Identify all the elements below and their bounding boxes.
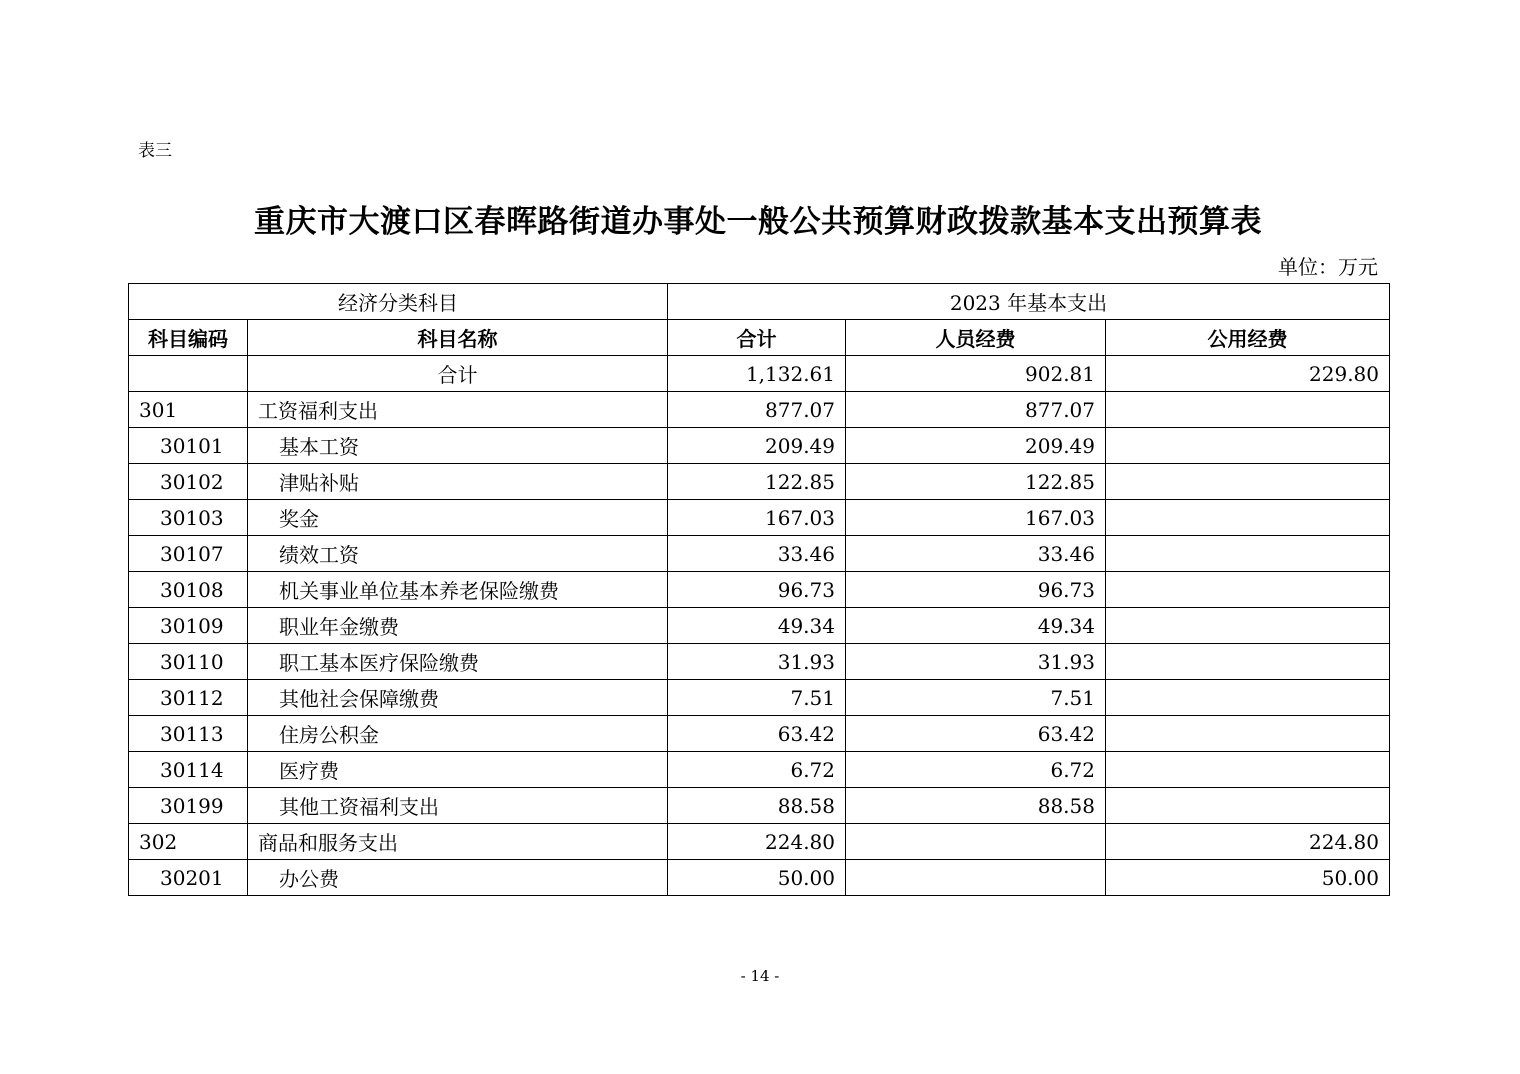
- name-cell: 职业年金缴费: [248, 608, 668, 644]
- unit-label: 单位：万元: [1278, 255, 1378, 279]
- total-cell: 33.46: [668, 536, 846, 572]
- public-cell: [1106, 752, 1390, 788]
- code-cell: 30108: [129, 572, 248, 608]
- code-cell: 30113: [129, 716, 248, 752]
- code-cell: 30199: [129, 788, 248, 824]
- total-header: 合计: [668, 320, 846, 356]
- code-cell: [129, 356, 248, 392]
- public-cell: [1106, 464, 1390, 500]
- total-cell: 209.49: [668, 428, 846, 464]
- code-cell: 30102: [129, 464, 248, 500]
- total-cell: 6.72: [668, 752, 846, 788]
- personnel-cell: 877.07: [846, 392, 1106, 428]
- table-row: [129, 392, 1390, 428]
- total-cell: 224.80: [668, 824, 846, 860]
- code-cell: 30110: [129, 644, 248, 680]
- code-cell: 30103: [129, 500, 248, 536]
- code-cell: 30107: [129, 536, 248, 572]
- table-row: [129, 536, 1390, 572]
- total-cell: 1,132.61: [668, 356, 846, 392]
- public-cell: 229.80: [1106, 356, 1390, 392]
- name-header: 科目名称: [248, 320, 668, 356]
- table-body: [129, 356, 1390, 896]
- code-header: 科目编码: [129, 320, 248, 356]
- economic-category-header: 经济分类科目: [129, 284, 668, 320]
- name-cell: 机关事业单位基本养老保险缴费: [248, 572, 668, 608]
- total-cell: 122.85: [668, 464, 846, 500]
- name-cell: 奖金: [248, 500, 668, 536]
- personnel-cell: 31.93: [846, 644, 1106, 680]
- personnel-cell: [846, 824, 1106, 860]
- personnel-cell: 33.46: [846, 536, 1106, 572]
- code-cell: 30101: [129, 428, 248, 464]
- personnel-cell: 6.72: [846, 752, 1106, 788]
- page-title: 重庆市大渡口区春晖路街道办事处一般公共预算财政拨款基本支出预算表: [254, 204, 1262, 240]
- code-cell: 30112: [129, 680, 248, 716]
- personnel-cell: 902.81: [846, 356, 1106, 392]
- name-cell: 其他社会保障缴费: [248, 680, 668, 716]
- code-cell: 30114: [129, 752, 248, 788]
- public-cell: 50.00: [1106, 860, 1390, 896]
- total-cell: 877.07: [668, 392, 846, 428]
- table-row: [129, 824, 1390, 860]
- table-row: [129, 500, 1390, 536]
- name-cell: 住房公积金: [248, 716, 668, 752]
- table-row: [129, 428, 1390, 464]
- personnel-cell: 122.85: [846, 464, 1106, 500]
- personnel-cell: 7.51: [846, 680, 1106, 716]
- public-cell: [1106, 572, 1390, 608]
- total-cell: 63.42: [668, 716, 846, 752]
- total-cell: 49.34: [668, 608, 846, 644]
- table-row: [129, 788, 1390, 824]
- budget-table: [128, 283, 1390, 896]
- table-row: [129, 860, 1390, 896]
- name-cell: 工资福利支出: [248, 392, 668, 428]
- public-cell: 224.80: [1106, 824, 1390, 860]
- table-row: [129, 680, 1390, 716]
- name-cell: 津贴补贴: [248, 464, 668, 500]
- personnel-cell: 167.03: [846, 500, 1106, 536]
- name-cell: 绩效工资: [248, 536, 668, 572]
- total-cell: 96.73: [668, 572, 846, 608]
- code-cell: 302: [129, 824, 248, 860]
- table-row: [129, 716, 1390, 752]
- public-cell: [1106, 428, 1390, 464]
- name-cell: 商品和服务支出: [248, 824, 668, 860]
- public-cell: [1106, 392, 1390, 428]
- total-cell: 50.00: [668, 860, 846, 896]
- total-cell: 88.58: [668, 788, 846, 824]
- basic-expenditure-header: 2023 年基本支出: [668, 284, 1390, 320]
- public-cell: [1106, 716, 1390, 752]
- personnel-cell: 49.34: [846, 608, 1106, 644]
- personnel-cell: 63.42: [846, 716, 1106, 752]
- total-cell: 167.03: [668, 500, 846, 536]
- personnel-cell: 209.49: [846, 428, 1106, 464]
- name-cell: 基本工资: [248, 428, 668, 464]
- table-row: [129, 644, 1390, 680]
- column-header-row: [129, 320, 1390, 356]
- code-cell: 30109: [129, 608, 248, 644]
- table-row: [129, 752, 1390, 788]
- name-cell: 合计: [248, 356, 668, 392]
- public-header: 公用经费: [1106, 320, 1390, 356]
- public-cell: [1106, 788, 1390, 824]
- group-header-row: [129, 284, 1390, 320]
- public-cell: [1106, 608, 1390, 644]
- table-row: [129, 608, 1390, 644]
- page-number: - 14 -: [740, 967, 780, 985]
- table-row: [129, 356, 1390, 392]
- public-cell: [1106, 500, 1390, 536]
- public-cell: [1106, 680, 1390, 716]
- total-cell: 31.93: [668, 644, 846, 680]
- public-cell: [1106, 536, 1390, 572]
- table-row: [129, 572, 1390, 608]
- total-cell: 7.51: [668, 680, 846, 716]
- personnel-header: 人员经费: [846, 320, 1106, 356]
- personnel-cell: 96.73: [846, 572, 1106, 608]
- code-cell: 30201: [129, 860, 248, 896]
- name-cell: 医疗费: [248, 752, 668, 788]
- table-row: [129, 464, 1390, 500]
- name-cell: 办公费: [248, 860, 668, 896]
- code-cell: 301: [129, 392, 248, 428]
- personnel-cell: 88.58: [846, 788, 1106, 824]
- name-cell: 其他工资福利支出: [248, 788, 668, 824]
- public-cell: [1106, 644, 1390, 680]
- personnel-cell: [846, 860, 1106, 896]
- name-cell: 职工基本医疗保险缴费: [248, 644, 668, 680]
- table-label: 表三: [138, 141, 172, 161]
